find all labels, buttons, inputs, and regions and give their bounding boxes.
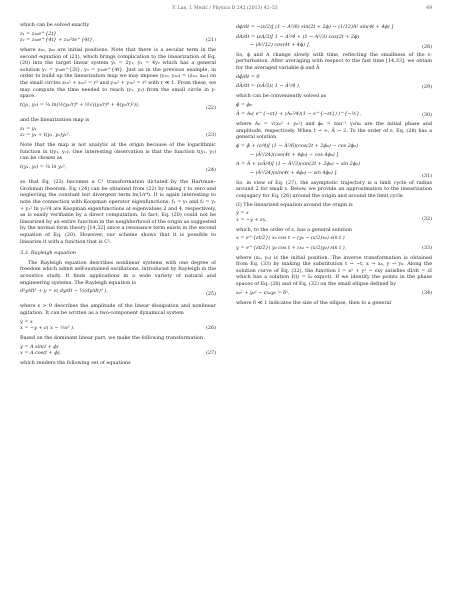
equation-line: z₁ = y₁ (20, 125, 37, 132)
equation-31 (236, 143, 432, 180)
equation-line: x = e^{εt/2}( x₀ cos t − (y₀ − (ε/2)x₀) sin t ) (236, 235, 345, 242)
equation-number: (25) (205, 291, 216, 298)
equation-line: z₂ = z₂₀e^{4t} + z₁₀²te^{4t}, (20, 37, 95, 44)
equation-number: (27) (205, 349, 216, 356)
equation-line: Ā = A₀( e^{−εt} + (A₀²/4)(1 − e^{−εt}) )^{−½}, (236, 111, 362, 118)
equation-line: z₁ = z₁₀e^{2t} (20, 30, 57, 37)
equation-28 (236, 24, 432, 49)
equation-line: dϕ/dt = −(ε/2)[ (1 − A²/6) sin(2t + 2ϕ) − (1/12)A² sin(4t + 4ϕ) ] (236, 24, 394, 30)
equation-number: (29) (421, 83, 432, 90)
equation-line: t(y₁, y₂) = ¼ ln(½(y₁/r)⁴ + ½√((y₁/r)⁸ + 4(y₂/r)²)), (20, 102, 140, 109)
paragraph: which renders the following set of equations (20, 360, 131, 367)
paragraph: where z₁₀, z₂₀ are initial positions. Note that there is a secular term in the second equation of (21), which brings complication to the linearization of Eq. (20) into the target linear system ẏ₁ = 2y₁, ẏ₂ = 4y₂ which has a general solution y₁ = y₁₀e^{2t}, y₂ = y₂₀e^{4t}. Just as in the previous example, in order to build up the linearization map we may impose (y₁₀, y₂₀) = (z₁₀, z₂₀) on the small circles z₁₀² + z₂₀² = r² and y₁₀² + y₂₀² = r² with r ≪ 1. From these, we may compute the time needed to reach (y₁, y₂) from the small circle in y-space. (20, 47, 216, 100)
equation-22 (20, 102, 216, 114)
paragraph: where (x₀, y₀) is the initial position. The inverse transformation is obtained from Eq. (33) by making the substitution t → −t, x → x₀, y → y₀. Along the solution curve of Eq. (32), the function I = x² + y² − εxy satisfies dI/dt = εI which has a solution I(t) = I₀ exp(εt). If we identify the points in the phase spaces of Eq. (26) and of Eq. (32) on the small ellipse defined by (236, 254, 432, 288)
equation-line: dA/dt = (εA/2)[ 1 − A²/4 + (1 − A²/3) cos(2t + 2ϕ) (236, 33, 360, 40)
equation-line: y = A sin(t + ϕ) (20, 343, 59, 350)
equation-line: z₂ = y₂ + t(y₁, y₂)y₁². (20, 132, 71, 139)
equation-number: (26) (205, 324, 216, 331)
equation-number: (31) (421, 173, 432, 180)
equation-number: (21) (205, 36, 216, 43)
paragraph: (I) The linearized equation around the origin is (236, 201, 353, 208)
paragraph: and the linearization map is (20, 117, 90, 124)
equation-34 (236, 290, 432, 297)
equation-number: (28) (421, 44, 432, 50)
paragraph: So, ϕ and A change slowly with time, reflecting the smallness of the ε-perturbation. After averaging with respect to the fast time [14,33], we obtain for the averaged variable ϕ̄ and Ā (236, 51, 432, 72)
equation-23 (20, 126, 216, 139)
running-header (0, 6, 450, 16)
page-number: 49 (426, 6, 432, 11)
left-column (20, 22, 216, 369)
equation-29 (236, 74, 432, 90)
equation-number: (34) (421, 289, 432, 296)
equation-line: ẋ = −y + ε( x − ⅓x³ ). (20, 325, 75, 332)
equation-number: (30) (421, 111, 432, 118)
equation-line: ẋ = −y + εx, (236, 216, 267, 223)
equation-number: (32) (421, 216, 432, 223)
paragraph: where ε > 0 describes the amplitude of the linear dissipation and nonlinear agitation. It can be written as a two-component dynamical system (20, 303, 216, 317)
equation-line: d²y/dt² + y = ε( dy/dt − ⅓(dy/dt)³ ), (20, 288, 108, 295)
equation-line: dϕ̄/dt = 0 (236, 73, 260, 80)
equation-line: ϕ̄ = ϕ₀ (236, 101, 252, 108)
paragraph: which can be conveniently solved as (236, 93, 327, 100)
running-title: Y. Lan, I. Mezić / Physica D 242 (2013) 42–53 (172, 6, 278, 11)
equation-number: (23) (205, 131, 216, 138)
section-heading: 3.3. Rayleigh equation (20, 250, 76, 257)
paragraph: Note that the map is not analytic at the origin because of the logarithmic function in t(y₁, y₂). One interesting observation is that the function t(y₁, y₂) can be chosen as (20, 142, 216, 162)
equation-30 (236, 102, 432, 118)
equation-line: − (Ā²/24)(cos(4t + 4ϕ₀) − cos 4ϕ₀) ] (250, 151, 339, 158)
equation-21 (20, 31, 216, 44)
equation-number: (33) (421, 245, 432, 252)
equation-line: ẏ = x (236, 210, 249, 217)
equation-line: dĀ/dt = (εĀ/2)( 1 − Ā²/4 ), (236, 83, 301, 90)
equation-line: t(y₁, y₂) = ¼ ln y₂², (20, 164, 67, 171)
equation-number: (22) (205, 105, 216, 112)
equation-number: (24) (205, 167, 216, 174)
paragraph: where δ ≪ 1 indicates the size of the ellipse, then to a general (236, 299, 392, 306)
equation-26 (20, 319, 216, 332)
paragraph: which can be solved exactly (20, 22, 90, 28)
paragraph: The Rayleigh equation describes nonlinear systems with one degree of freedom which admit self-sustained oscillations, introduced by Rayleigh in the acoustics study. It finds applications in a wide variety of natural and engineering systems. The Rayleigh equation is (20, 259, 216, 286)
equation-line: x₀² + y₀² − εx₀y₀ = δ², (236, 289, 290, 296)
paragraph: which, to the order of ε, has a general solution (236, 226, 352, 233)
equation-line: ϕ = ϕ̄ + (ε/4)[ (1 − Ā²/6)(cos(2t + 2ϕ₀) − cos 2ϕ₀) (236, 143, 359, 150)
equation-27 (20, 344, 216, 357)
equation-line: y = e^{εt/2}( y₀ cos t + (x₀ − (ε/2)y₀) sin t ), (236, 244, 347, 251)
equation-25 (20, 288, 216, 300)
paragraph: Based on the dominant linear part, we make the following transformation (20, 335, 203, 342)
equation-line: A = Ā + (εĀ/4)[ (1 − Ā²/3)(sin(2t + 2ϕ₀) − sin 2ϕ₀) (236, 161, 360, 168)
paragraph: where A₀ = √(x₀² + y₀²) and ϕ₀ = tan⁻¹ y₀/x₀ are the initial phase and amplitude, respectively. When t → ∞, Ā → 2. To the order of ε, Eq. (28) has a general solution (236, 121, 432, 141)
equation-33 (236, 235, 432, 251)
equation-line: − (Ā²/24)(sin(4t + 4ϕ₀) − sin 4ϕ₀) ]. (250, 169, 338, 176)
equation-line: ẏ = x (20, 318, 33, 325)
paragraph: so that Eq. (23) becomes a C¹ transformation dictated by the Hartman–Grobman theorem. Eq. (24) can be obtained from (22) by taking r to zero and neglecting the constant but divergent term ln(1/r⁴). It is again interesting to note the connection with Koopman operator eigenfunctions: f₁ = y₁ and f₂ = y₁ + y₁² ln y₂²/4 are Koopman eigenfunctions at eigenvalues 2 and 4, respectively, as is easily verifiable by a direct computation. In fact, Eq. (20) could not be linearized by an entire function in the neighborhood of the origin as suggested by the normal form theory [14,32] since a resonance term exists in the second equation of Eq. (20). However, our scheme shows that it is possible to linearize it with a function that is C¹. (20, 179, 216, 245)
right-column (236, 22, 432, 309)
equation-line: − (A²/12) cos(4t + 4ϕ) ]. (250, 42, 311, 49)
equation-32 (236, 210, 432, 223)
equation-line: x = A cos(t + ϕ), (20, 350, 62, 357)
equation-24 (20, 164, 216, 176)
paragraph: So, in view of Eq. (27), the asymptotic trajectory is a limit cycle of radius around 2 for small ε. Below, we provide an approximation to the linearization conjugacy for Eq. (26) around the origin and around the limit cycle. (236, 179, 432, 199)
